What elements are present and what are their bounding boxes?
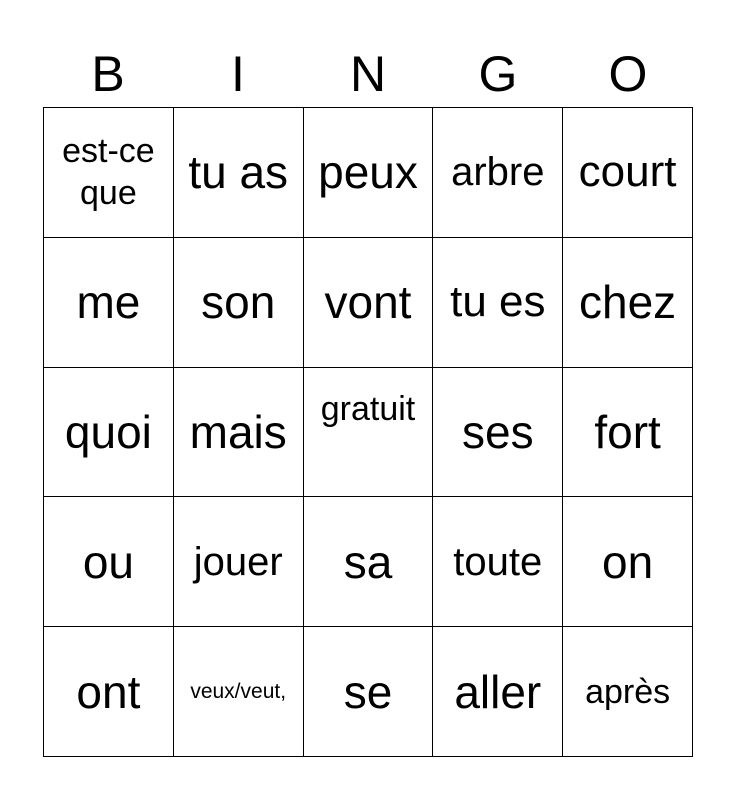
cell-word: chez	[579, 276, 677, 329]
cell-word: son	[201, 276, 276, 329]
cell-word: fort	[594, 405, 661, 458]
cell-word: on	[602, 535, 654, 588]
bingo-cell[interactable]	[563, 108, 693, 238]
bingo-card-grid	[43, 107, 693, 757]
cell-word: tu es	[450, 277, 546, 327]
header-letter-o: O	[608, 46, 648, 102]
cell-word: court	[578, 147, 677, 197]
cell-word: quoi	[64, 405, 152, 458]
cell-word: vont	[324, 276, 412, 329]
bingo-cell[interactable]	[304, 368, 434, 498]
bingo-cell[interactable]	[563, 368, 693, 498]
bingo-cell[interactable]	[44, 497, 174, 627]
header-letter-n: N	[349, 46, 387, 102]
bingo-cell[interactable]	[433, 368, 563, 498]
bingo-cell[interactable]	[304, 108, 434, 238]
header-letter-g: G	[478, 46, 518, 102]
bingo-cell[interactable]	[44, 368, 174, 498]
cell-word: ont	[76, 665, 141, 718]
bingo-cell[interactable]	[304, 497, 434, 627]
bingo-cell[interactable]	[433, 238, 563, 368]
bingo-cell[interactable]	[304, 627, 434, 757]
cell-word: se	[343, 665, 393, 718]
header-letter-b: B	[91, 46, 125, 102]
cell-word: me	[76, 276, 141, 329]
bingo-cell[interactable]	[433, 108, 563, 238]
cell-word: mais	[189, 405, 287, 458]
bingo-cell[interactable]	[44, 627, 174, 757]
header-letter-i: I	[231, 46, 245, 102]
cell-word: arbre	[451, 150, 545, 195]
cell-word: veux/veut,	[190, 679, 287, 703]
cell-word: est-ce que	[62, 132, 155, 213]
bingo-cell[interactable]	[174, 497, 304, 627]
cell-word: sa	[343, 535, 393, 588]
bingo-cell[interactable]	[174, 108, 304, 238]
bingo-cell[interactable]	[563, 627, 693, 757]
bingo-cell[interactable]	[174, 238, 304, 368]
cell-word: jouer	[193, 539, 283, 584]
bingo-cell[interactable]	[433, 627, 563, 757]
bingo-cell[interactable]	[433, 497, 563, 627]
bingo-cell[interactable]	[44, 108, 174, 238]
bingo-cell[interactable]	[563, 497, 693, 627]
cell-word: ses	[461, 405, 534, 458]
cell-word: gratuit	[320, 389, 416, 428]
bingo-cell[interactable]	[304, 238, 434, 368]
bingo-cell[interactable]	[174, 627, 304, 757]
cell-word: toute	[453, 539, 543, 584]
bingo-header	[43, 40, 693, 108]
cell-word: après	[585, 672, 671, 711]
bingo-cell[interactable]	[563, 238, 693, 368]
cell-word: tu as	[188, 146, 289, 199]
cell-word: ou	[82, 535, 134, 588]
cell-word: peux	[318, 146, 418, 199]
bingo-cell[interactable]	[174, 368, 304, 498]
bingo-cell[interactable]	[44, 238, 174, 368]
cell-word: aller	[454, 665, 542, 718]
